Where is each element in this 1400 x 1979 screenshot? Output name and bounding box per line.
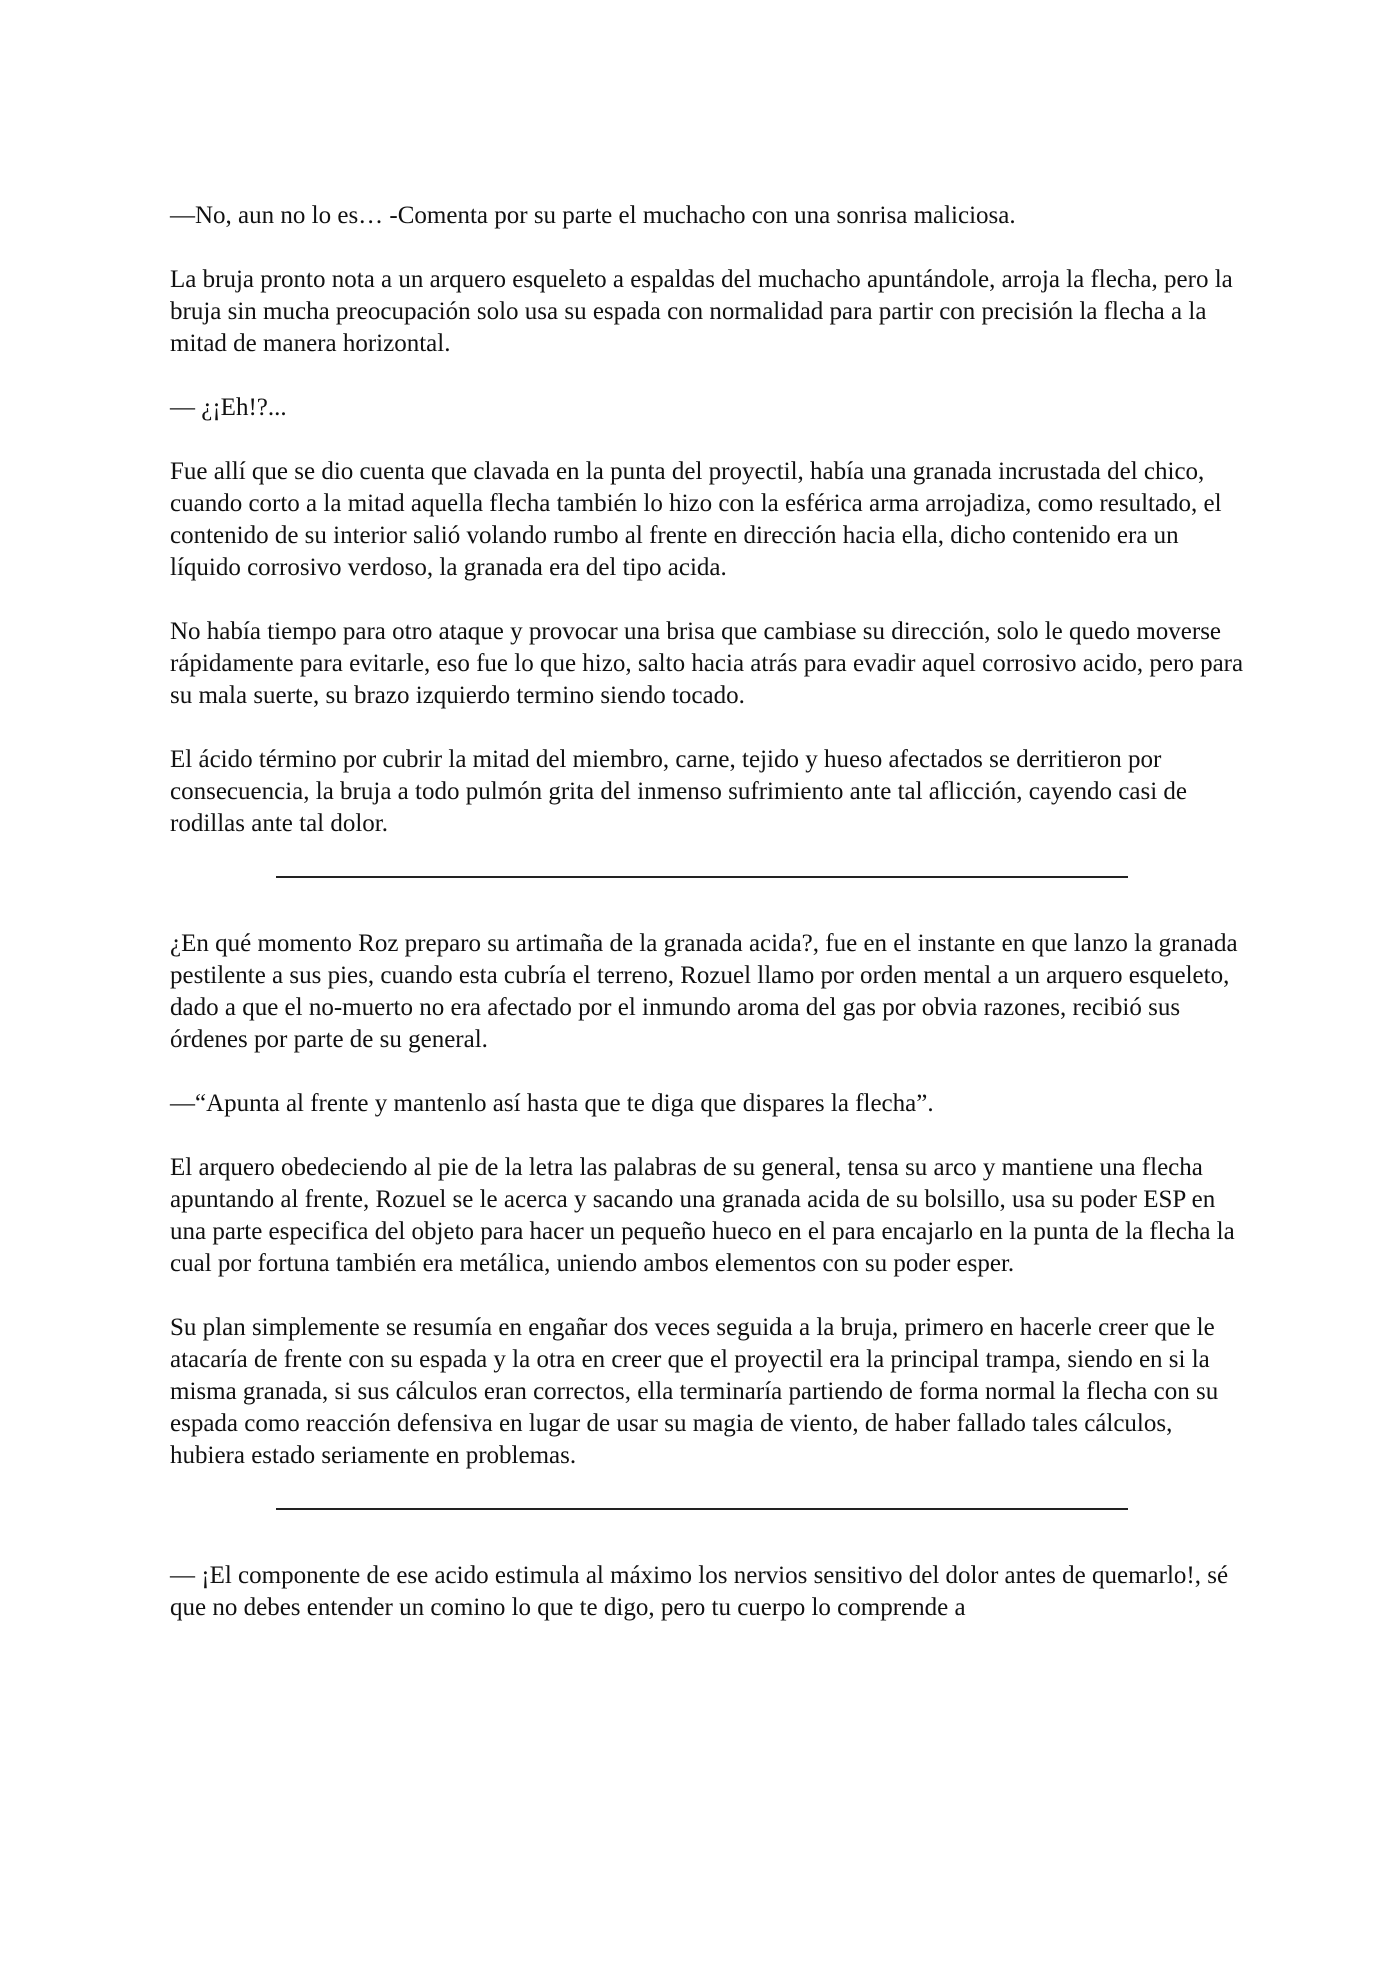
- paragraph: El ácido término por cubrir la mitad del miembro, carne, tejido y hueso afectados se derritieron por consecuencia, la bruja a todo pulmón grita del inmenso sufrimiento ante tal aflicción, cayendo casi de rodillas ante tal dolor.: [170, 746, 1188, 837]
- section-divider: [276, 876, 1128, 878]
- paragraph: —No, aun no lo es… -Comenta por su parte el muchacho con una sonrisa maliciosa.: [170, 202, 1016, 229]
- section-divider: [276, 1508, 1128, 1510]
- paragraph: ¿En qué momento Roz preparo su artimaña de la granada acida?, fue en el instante en que lanzo la granada pestilente a sus pies, cuando esta cubría el terreno, Rozuel llamo por orden mental a un arquero esqueleto, dado a que el no-muerto no era afectado por el inmundo aroma del gas por obvia razones, recibió sus órdenes por parte de su general.: [170, 930, 1238, 1053]
- paragraph: La bruja pronto nota a un arquero esqueleto a espaldas del muchacho apuntándole, arroja la flecha, pero la bruja sin mucha preocupación solo usa su espada con normalidad para partir con precisión la flecha a la mitad de manera horizontal.: [170, 266, 1233, 357]
- paragraph: No había tiempo para otro ataque y provocar una brisa que cambiase su dirección, solo le quedo moverse rápidamente para evitarle, eso fue lo que hizo, salto hacia atrás para evadir aquel corrosivo acido, pero para su mala suerte, su brazo izquierdo termino siendo tocado.: [170, 618, 1244, 709]
- paragraph: Su plan simplemente se resumía en engañar dos veces seguida a la bruja, primero en hacerle creer que le atacaría de frente con su espada y la otra en creer que el proyectil era la principal trampa, siendo en si la misma granada, si sus cálculos eran correctos, ella terminaría partiendo de forma normal la flecha con su espada como reacción defensiva en lugar de usar su magia de viento, de haber fallado tales cálculos, hubiera estado seriamente en problemas.: [170, 1314, 1219, 1469]
- document-body: [170, 200, 1250, 1656]
- paragraph: — ¡El componente de ese acido estimula al máximo los nervios sensitivo del dolor antes de quemarlo!, sé que no debes entender un comino lo que te digo, pero tu cuerpo lo comprende a: [170, 1562, 1229, 1621]
- paragraph: — ¿¡Eh!?...: [170, 394, 287, 421]
- paragraph: —“Apunta al frente y mantenlo así hasta que te diga que dispares la flecha”.: [170, 1090, 934, 1117]
- paragraph: Fue allí que se dio cuenta que clavada en la punta del proyectil, había una granada incrustada del chico, cuando corto a la mitad aquella flecha también lo hizo con la esférica arma arrojadiza, como resultado, el contenido de su interior salió volando rumbo al frente en dirección hacia ella, dicho contenido era un líquido corrosivo verdoso, la granada era del tipo acida.: [170, 458, 1222, 581]
- paragraph: El arquero obedeciendo al pie de la letra las palabras de su general, tensa su arco y mantiene una flecha apuntando al frente, Rozuel se le acerca y sacando una granada acida de su bolsillo, usa su poder ESP en una parte especifica del objeto para hacer un pequeño hueco en el para encajarlo en la punta de la flecha la cual por fortuna también era metálica, uniendo ambos elementos con su poder esper.: [170, 1154, 1235, 1277]
